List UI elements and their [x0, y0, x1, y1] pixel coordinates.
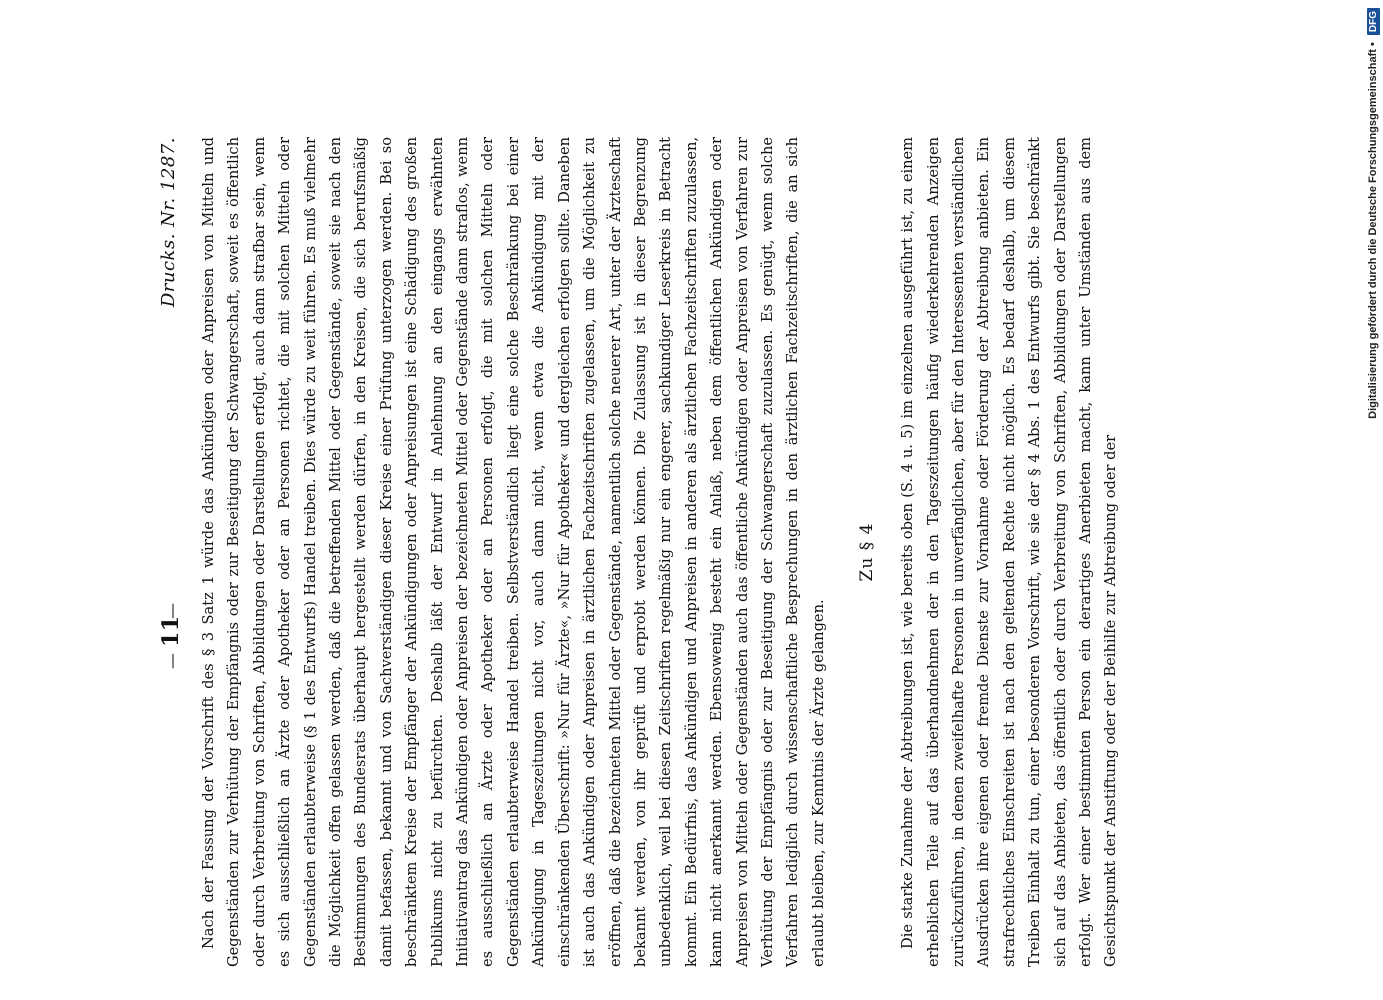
page-number: 11	[158, 615, 184, 647]
body-paragraph-1: Nach der Fassung der Vorschrift des § 3 Satz 1 würde das Ankündigen oder Anpreisen von Mitteln und Gegenständen zur Verhütung der Empfängnis oder zur Beseitigung der Schwangerschaft, soweit es öffentlich oder durch Verbreitung von Schriften, Abbildungen oder Darstellungen erfolgt, auch dann strafbar sein, wenn es sich ausschließlich an Ärzte oder Apotheker oder an Personen richtet, die mit solchen Mitteln oder Gegenständen erlaubterweise (§ 1 des Entwurfs) Handel treiben. Dies würde zu weit führen. Es muß vielmehr die Möglichkeit offen gelassen werden, daß die betreffenden Mittel oder Gegenstände, soweit sie nach den Bestimmungen des Bundesrats überhaupt hergestellt werden dürfen, in den Kreisen, die sich berufsmäßig damit befassen, bekannt und von Sachverständigen dieser Kreise einer Prüfung unterzogen werden. Bei so beschränktem Kreise der Empfänger der Ankündigungen oder Anpreisungen ist eine Schädigung des großen Publikums nicht zu befürchten. Deshalb läßt der Entwurf in Anlehnung an den eingangs erwähnten Initiativantrag das Ankündigen oder Anpreisen der bezeichneten Mittel oder Gegenstände dann straflos, wenn es ausschließlich an Ärzte oder Apotheker oder an Personen erfolgt, die mit solchen Mitteln oder Gegenständen erlaubterweise Handel treiben. Selbstverständlich liegt eine solche Beschränkung bei einer Ankündigung in Tageszeitungen nicht vor, auch dann nicht, wenn etwa die Ankündigung mit der einschränkenden Überschrift: »Nur für Ärzte«, »Nur für Apotheker« und dergleichen erfolgen sollte. Daneben ist auch das Ankündigen oder Anpreisen in ärztlichen Fachzeitschriften zugelassen, um die Möglichkeit zu eröffnen, daß die bezeichneten Mittel oder Gegenstände, namentlich solche neuerer Art, unter der Ärzteschaft bekannt werden, von ihr geprüft und erprobt werden können. Die Zulassung ist in dieser Begrenzung unbedenklich, weil bei diesen Zeitschriften regelmäßig nur ein engerer, sachkundiger Leserkreis in Betracht kommt. Ein Bedürfnis, das Ankündigen und Anpreisen in anderen als ärztlichen Fachzeitschriften zuzulassen, kann nicht anerkannt werden. Ebensowenig besteht ein Anlaß, neben dem öffentlichen Ankündigen oder Anpreisen von Mitteln oder Gegenständen auch das öffentliche Ankündigen oder Anpreisen von Verfahren zur Verhütung der Empfängnis oder zur Beseitigung der Schwangerschaft zuzulassen. Es genügt, wenn solche Verfahren lediglich durch wissenschaftliche Besprechungen in den ärztlichen Fachzeitschriften, die an sich erlaubt bleiben, zur Kenntnis der Ärzte gelangen.	[200, 137, 827, 967]
page-header	[152, 137, 196, 967]
dfg-logo: DFG	[1367, 8, 1380, 35]
header-dash-left: —	[162, 652, 181, 669]
digitization-credit	[1366, 8, 1380, 992]
credit-text: Digitalisierung gefördert durch die Deutsche Forschungsgemeinschaft •	[1367, 42, 1379, 419]
body-paragraph-2: Die starke Zunahme der Abtreibungen ist, wie bereits oben (S. 4 u. 5) im einzelnen ausgeführt ist, zu einem erheblichen Teile auf das überhandnehmen der in den Tageszeitungen häufig wiederkehrenden Anzeigen zurückzuführen, in denen zweifelhafte Personen in unverfänglichen, aber für den Interessenten verständlichen Ausdrücken ihre eigenen oder fremde Dienste zur Vornahme oder Förderung der Abtreibung anbieten. Ein strafrechtliches Einschreiten ist nach den geltenden Rechte nicht möglich. Es bedarf deshalb, um diesem Treiben Einhalt zu tun, einer besonderen Vorschrift, wie sie der § 4 Abs. 1 des Entwurfs gibt. Sie beschränkt sich auf das Anbieten, das öffentlich oder durch Verbreitung von Schriften, Abbildungen oder Darstellungen erfolgt. Wer einer bestimmten Person ein derartiges Anerbieten macht, kann unter Umständen aus dem Gesichtspunkt der Anstiftung oder der Beihilfe zur Abtreibung oder der	[899, 137, 1120, 967]
header-dash-right: —	[162, 602, 181, 619]
drucksache-number: Drucks. Nr. 1287.	[158, 137, 179, 308]
section-heading: Zu § 4	[857, 522, 878, 582]
page-content	[152, 137, 1120, 967]
credit-line	[1366, 8, 1380, 992]
document-page	[152, 22, 1120, 1000]
